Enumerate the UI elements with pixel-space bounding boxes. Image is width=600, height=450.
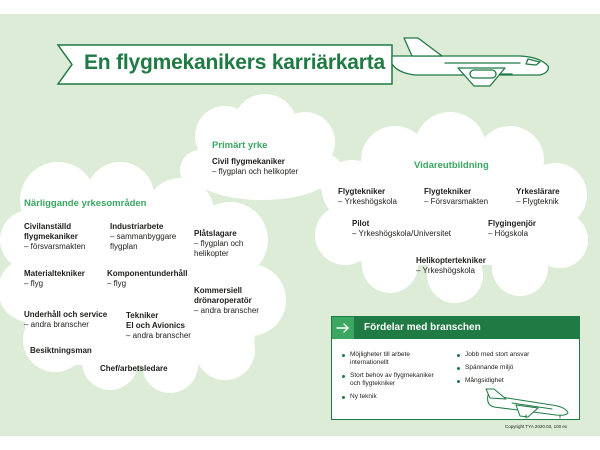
related-item: Besiktningsman (30, 346, 92, 355)
benefit-item: Ny teknik (342, 393, 434, 401)
related-item: Chef/arbetsledare (100, 364, 168, 373)
further-item: Pilot – Yrkeshögskola/Universitet (352, 219, 452, 238)
related-item: Underhåll och service – andra branscher (24, 310, 108, 329)
copyright-text: Copyright TYA 2020.03, 100 ex (505, 424, 568, 429)
related-heading: Närliggande yrkesområden (24, 198, 147, 209)
airplane-landing-icon (482, 385, 577, 419)
further-item: Yrkeslärare – Flygteknik (516, 187, 560, 206)
related-item: Civilanställd flygmekaniker – försvarsmakten (24, 222, 86, 251)
benefit-item: Möjligheter till arbete internationellt (342, 351, 434, 367)
further-heading: Vidareutbildning (414, 160, 489, 171)
benefit-item: Jobb med stort ansvar (457, 351, 529, 359)
related-item: Komponentunderhåll – flyg (107, 269, 188, 288)
related-item: Kommersiell drönaroperatör – andra branscher (194, 286, 259, 315)
further-item: Flygtekniker – Yrkeshögskola (338, 187, 397, 206)
benefit-item: Mångsidighet (457, 377, 529, 385)
further-item: Flygtekniker – Försvarsmakten (424, 187, 489, 206)
benefit-item: Spännande miljö (457, 364, 529, 372)
benefits-box (331, 316, 580, 420)
page-title: En flygmekanikers karriärkarta (84, 51, 386, 74)
benefit-item: Stort behov av flygmekaniker och flygtekniker (342, 372, 434, 388)
benefits-title: Fördelar med branschen (364, 322, 481, 333)
benefits-list-left (342, 351, 434, 406)
related-item: Industriarbete – sammanbyggare flygplan (110, 222, 177, 251)
related-item: Materialtekniker – flyg (24, 269, 85, 288)
further-item: Flygingenjör – Högskola (488, 219, 536, 238)
further-item: Helikoptertekniker – Yrkeshögskola (416, 256, 486, 275)
related-item: Tekniker El och Avionics – andra branscher (126, 311, 191, 340)
primary-role: Civil flygmekaniker – flygplan och helikopter (212, 157, 299, 176)
primary-heading: Primärt yrke (212, 140, 268, 151)
related-item: Plåtslagare – flygplan och helikopter (194, 229, 244, 258)
benefits-header (332, 317, 579, 339)
arrow-right-icon (332, 317, 354, 339)
